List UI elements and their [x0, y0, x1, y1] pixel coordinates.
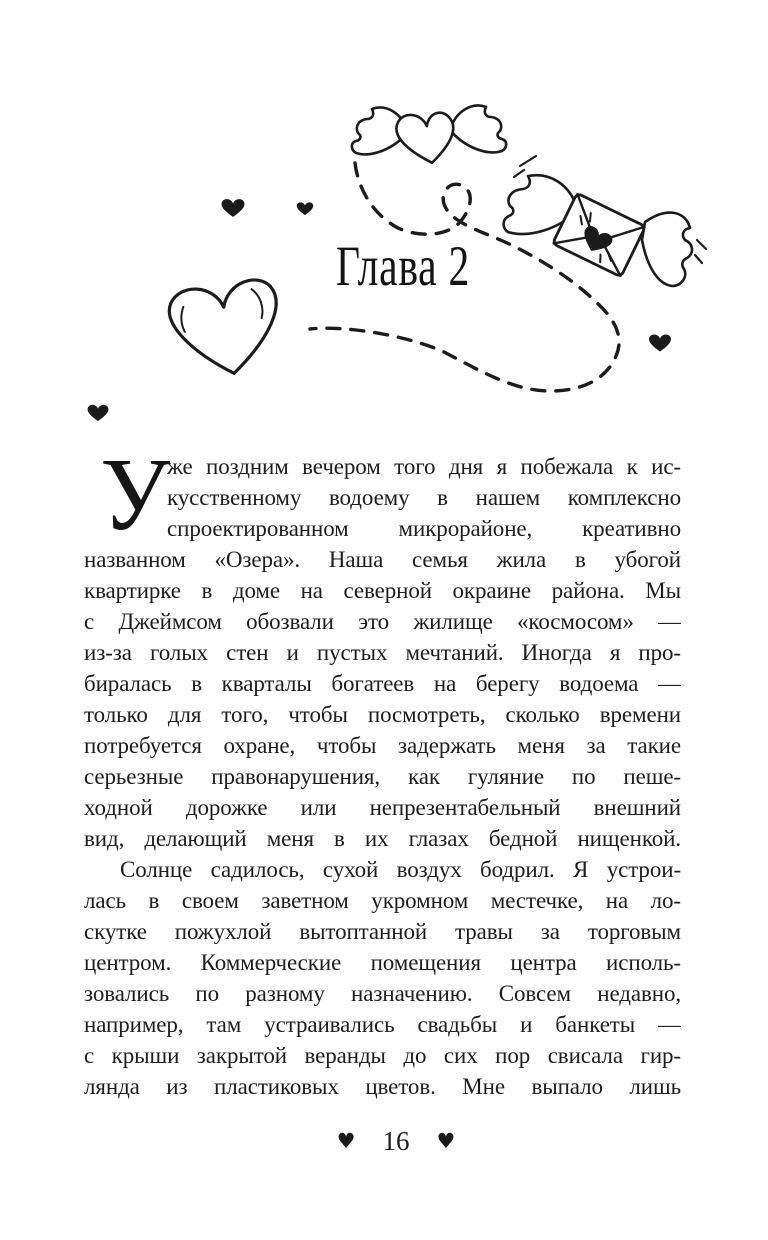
wing-right [450, 106, 506, 153]
text-line: серьезные правонарушения, как гуляние по пеше- [84, 764, 681, 789]
heart-icon: ♥ [436, 1128, 456, 1153]
body-text [84, 437, 681, 1102]
page-footer [12, 1124, 768, 1158]
small-heart-icon [297, 202, 313, 215]
text-line: скутке пожухлой вытоптанной травы за торговым [84, 919, 681, 944]
text-line: кусственному водоему в нашем комплексно [167, 485, 681, 510]
text-line: с Джеймсом обозвали это жилище «космосом» — [84, 609, 681, 634]
text-line: с крыши закрытой веранды до сих пор свисала гир- [84, 1043, 681, 1068]
paragraph-2 [84, 854, 681, 1102]
chapter-title: Глава 2 [335, 235, 471, 298]
text-line: лась в своем заветном укромном местечке, на ло- [84, 888, 681, 913]
small-heart-icon [222, 199, 245, 217]
text-line: ходной дорожке или непрезентабельный внешний [84, 795, 681, 820]
flying-heart-icon [352, 106, 506, 168]
paragraph-1 [84, 437, 681, 854]
text-line: спроектированном микрорайоне, креативно [167, 516, 681, 541]
chapter-header-decoration [0, 0, 768, 450]
text-line: только для того, чтобы посмотреть, сколько времени [84, 702, 681, 727]
text-line: из-за голых стен и пустых мечтаний. Иногда я про- [84, 640, 681, 665]
text-line: зовались по разному назначению. Совсем недавно, [84, 981, 681, 1006]
heart-outline [395, 109, 458, 167]
small-heart-icon [649, 334, 671, 351]
text-line: потребуется охране, чтобы задержать меня за такие [84, 733, 681, 758]
text-line: лянда из пластиковых цветов. Мне выпало лишь [84, 1074, 681, 1099]
heart-icon: ♥ [336, 1128, 356, 1153]
text-line: биралась в кварталы богатеев на берегу водоема — [84, 671, 681, 696]
text-line: же поздним вечером того дня я побежала к ис- [167, 454, 681, 479]
text-line: вид, делающий меня в их глазах бедной нищенкой. [84, 826, 681, 851]
dropcap-letter: У [100, 437, 171, 552]
text-line: центром. Коммерческие помещения центра исполь- [84, 950, 681, 975]
text-line: Солнце садилось, сухой воздух бодрил. Я устрои- [120, 857, 681, 882]
page-number: 16 [382, 1125, 410, 1156]
text-line: названном «Озера». Наша семья жила в убогой [84, 547, 681, 572]
text-line: квартирке в доме на северной окраине района. Мы [84, 578, 681, 603]
small-heart-icon [88, 405, 109, 421]
text-line: например, там устраивались свадьбы и банкеты — [84, 1012, 681, 1037]
